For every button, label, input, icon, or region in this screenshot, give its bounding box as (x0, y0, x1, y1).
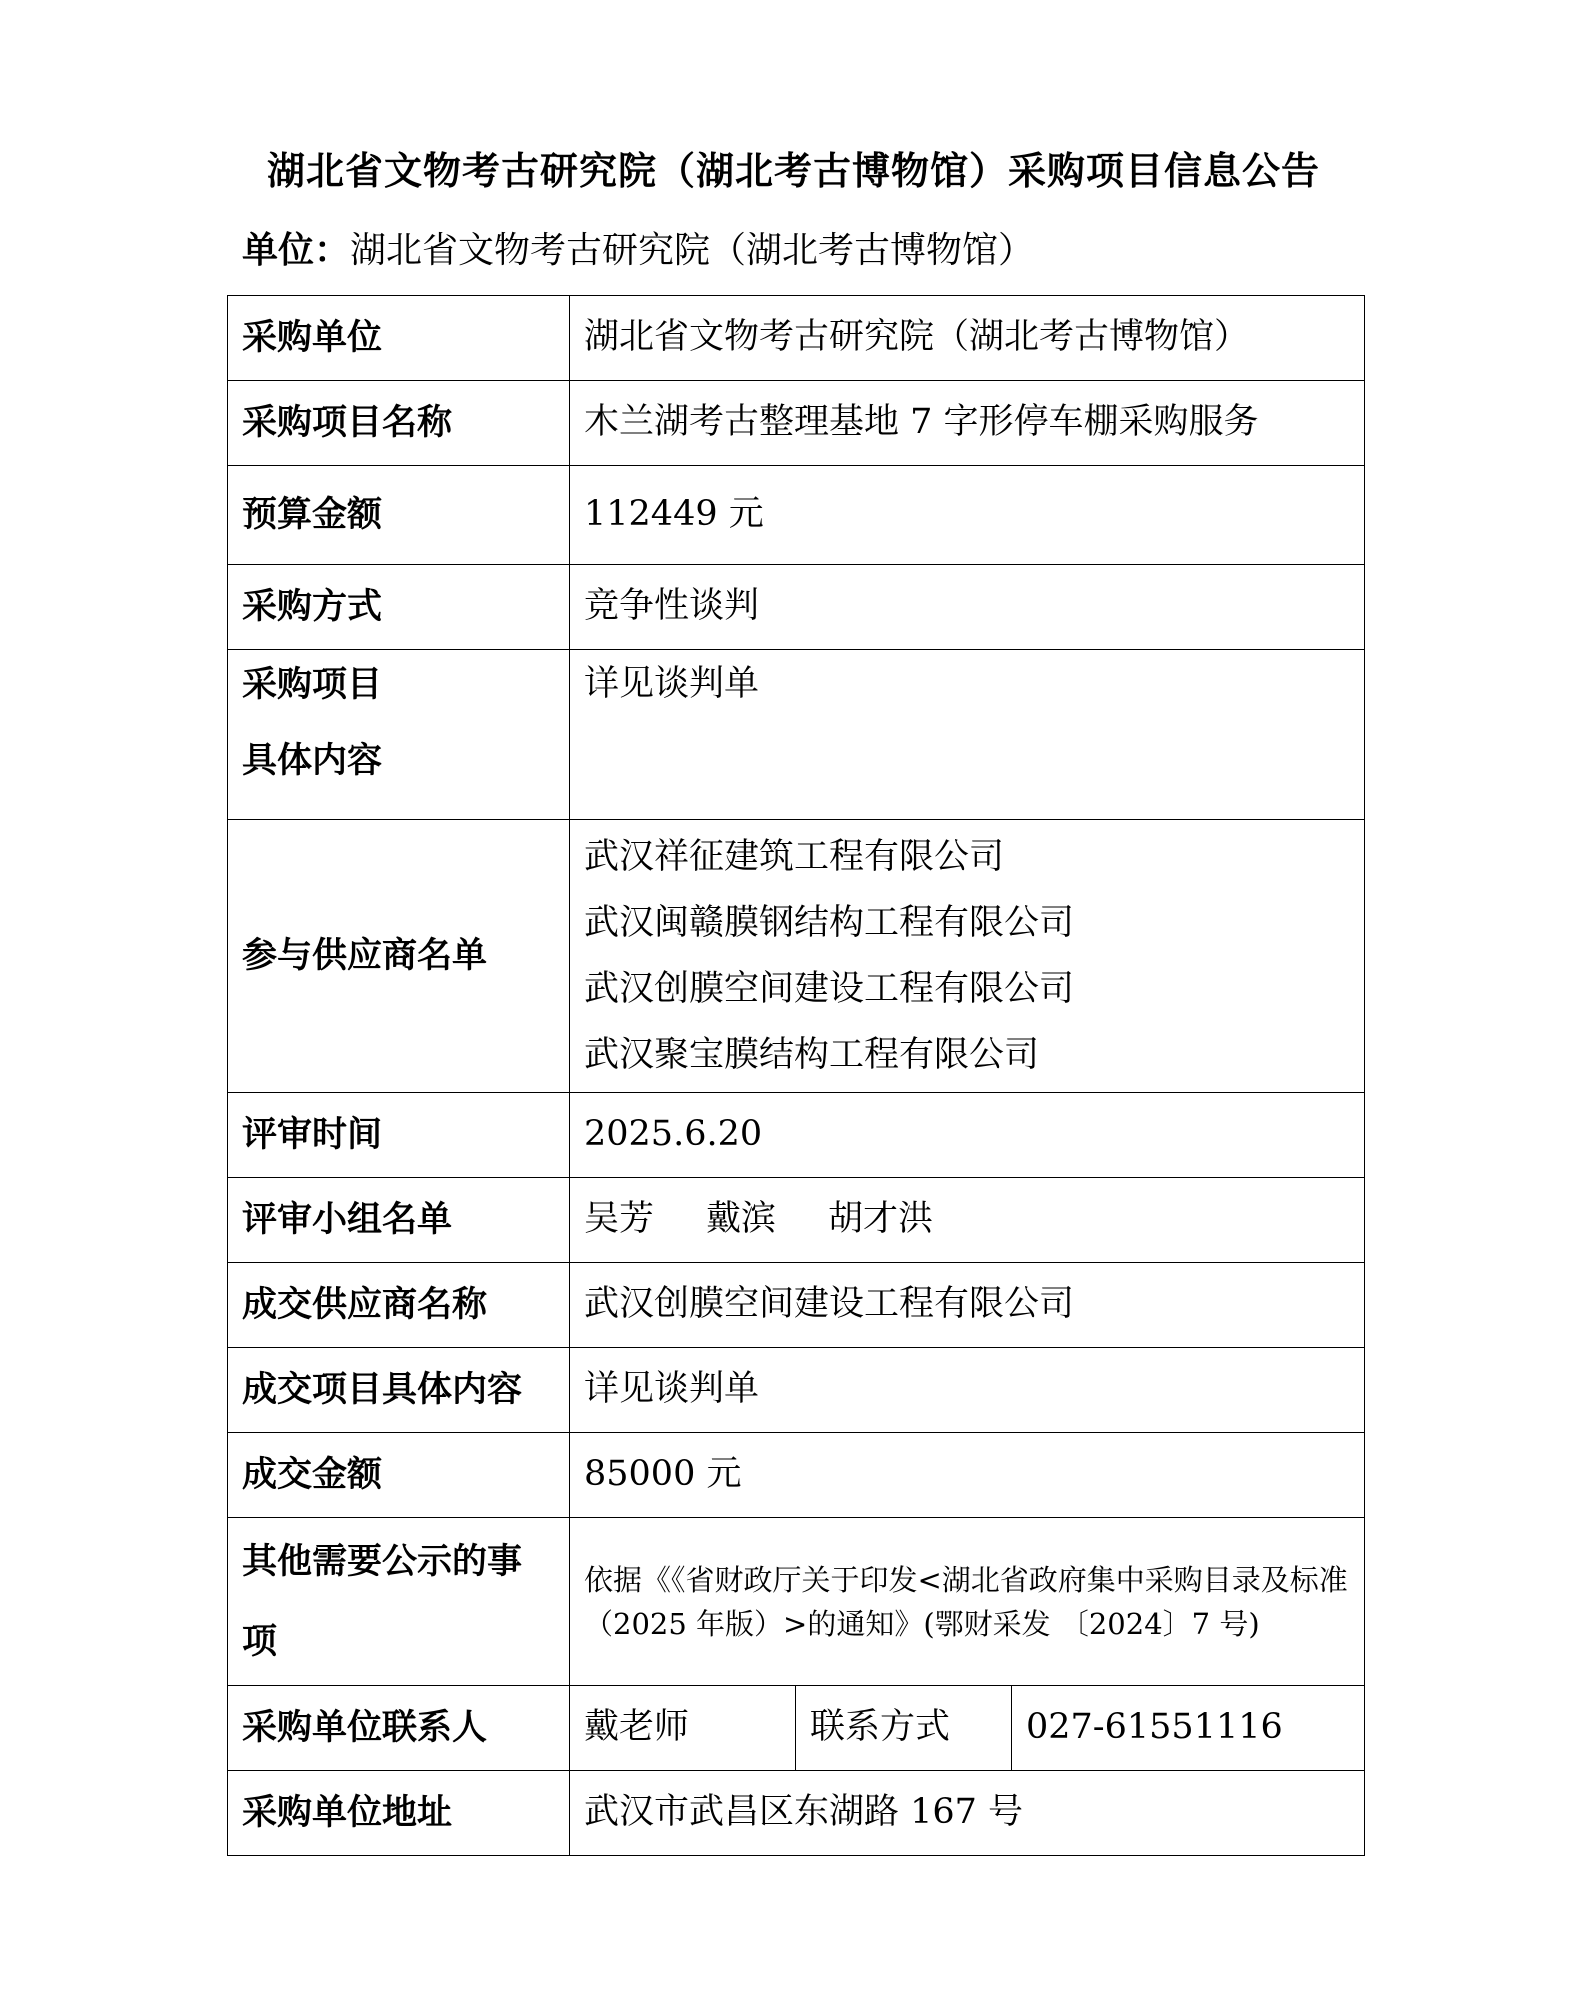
suppliers-list (570, 820, 1365, 1093)
content-label-line2: 具体内容 (242, 739, 383, 781)
other-label-line2: 项 (242, 1620, 278, 1662)
table-row (228, 1093, 1365, 1178)
method-value: 竞争性谈判 (570, 565, 1365, 650)
winner-label: 成交供应商名称 (228, 1263, 570, 1348)
table-row (228, 466, 1365, 565)
unit-label: 单位： (242, 229, 351, 271)
list-item: 武汉祥征建筑工程有限公司 (584, 837, 1005, 877)
table-row (228, 296, 1365, 381)
project-name-label: 采购项目名称 (228, 381, 570, 466)
contact-method-label: 联系方式 (796, 1686, 1012, 1771)
method-label: 采购方式 (228, 565, 570, 650)
panel-member: 吴芳 (584, 1199, 655, 1240)
budget-label: 预算金额 (228, 466, 570, 565)
contact-label: 采购单位联系人 (228, 1686, 570, 1771)
review-panel-label: 评审小组名单 (228, 1178, 570, 1263)
list-item: 武汉闽赣膜钢结构工程有限公司 (584, 903, 1075, 943)
deal-amount-value: 85000 元 (570, 1433, 1365, 1518)
panel-member: 戴滨 (706, 1199, 777, 1240)
document-title: 湖北省文物考古研究院（湖北考古博物馆）采购项目信息公告 (266, 148, 1320, 193)
panel-member: 胡才洪 (828, 1199, 934, 1240)
project-name-value: 木兰湖考古整理基地 7 字形停车棚采购服务 (570, 381, 1365, 466)
procurement-info-table (227, 295, 1365, 1856)
table-row (228, 1686, 1365, 1771)
purchaser-value: 湖北省文物考古研究院（湖北考古博物馆） (570, 296, 1365, 381)
review-panel-members (570, 1178, 1365, 1263)
address-value: 武汉市武昌区东湖路 167 号 (570, 1771, 1365, 1856)
table-row (228, 381, 1365, 466)
deal-amount-label: 成交金额 (228, 1433, 570, 1518)
content-label (228, 650, 570, 820)
table-row (228, 820, 1365, 1093)
other-value: 依据《《省财政厅关于印发<湖北省政府集中采购目录及标准（2025 年版）>的通知》(鄂财采发 〔2024〕7 号) (570, 1518, 1365, 1686)
purchaser-label: 采购单位 (228, 296, 570, 381)
other-label-line1: 其他需要公示的事 (242, 1540, 523, 1582)
deal-content-value: 详见谈判单 (570, 1348, 1365, 1433)
budget-value: 112449 元 (570, 466, 1365, 565)
content-label-line1: 采购项目 (242, 664, 383, 705)
unit-value: 湖北省文物考古研究院（湖北考古博物馆） (350, 230, 1035, 271)
table-row (228, 1178, 1365, 1263)
review-time-label: 评审时间 (228, 1093, 570, 1178)
contact-method-value: 027-61551116 (1012, 1686, 1365, 1771)
unit-line (242, 226, 1034, 275)
table-row (228, 650, 1365, 820)
suppliers-label: 参与供应商名单 (228, 820, 570, 1093)
table-row (228, 1518, 1365, 1686)
list-item: 武汉聚宝膜结构工程有限公司 (584, 1035, 1040, 1075)
deal-content-label: 成交项目具体内容 (228, 1348, 570, 1433)
review-time-value: 2025.6.20 (570, 1093, 1365, 1178)
content-value: 详见谈判单 (570, 650, 1365, 820)
other-label (228, 1518, 570, 1686)
table-row (228, 1348, 1365, 1433)
table-row (228, 565, 1365, 650)
table-row (228, 1771, 1365, 1856)
table-row (228, 1263, 1365, 1348)
contact-value: 戴老师 (570, 1686, 796, 1771)
address-label: 采购单位地址 (228, 1771, 570, 1856)
winner-value: 武汉创膜空间建设工程有限公司 (570, 1263, 1365, 1348)
list-item: 武汉创膜空间建设工程有限公司 (584, 969, 1075, 1009)
table-row (228, 1433, 1365, 1518)
